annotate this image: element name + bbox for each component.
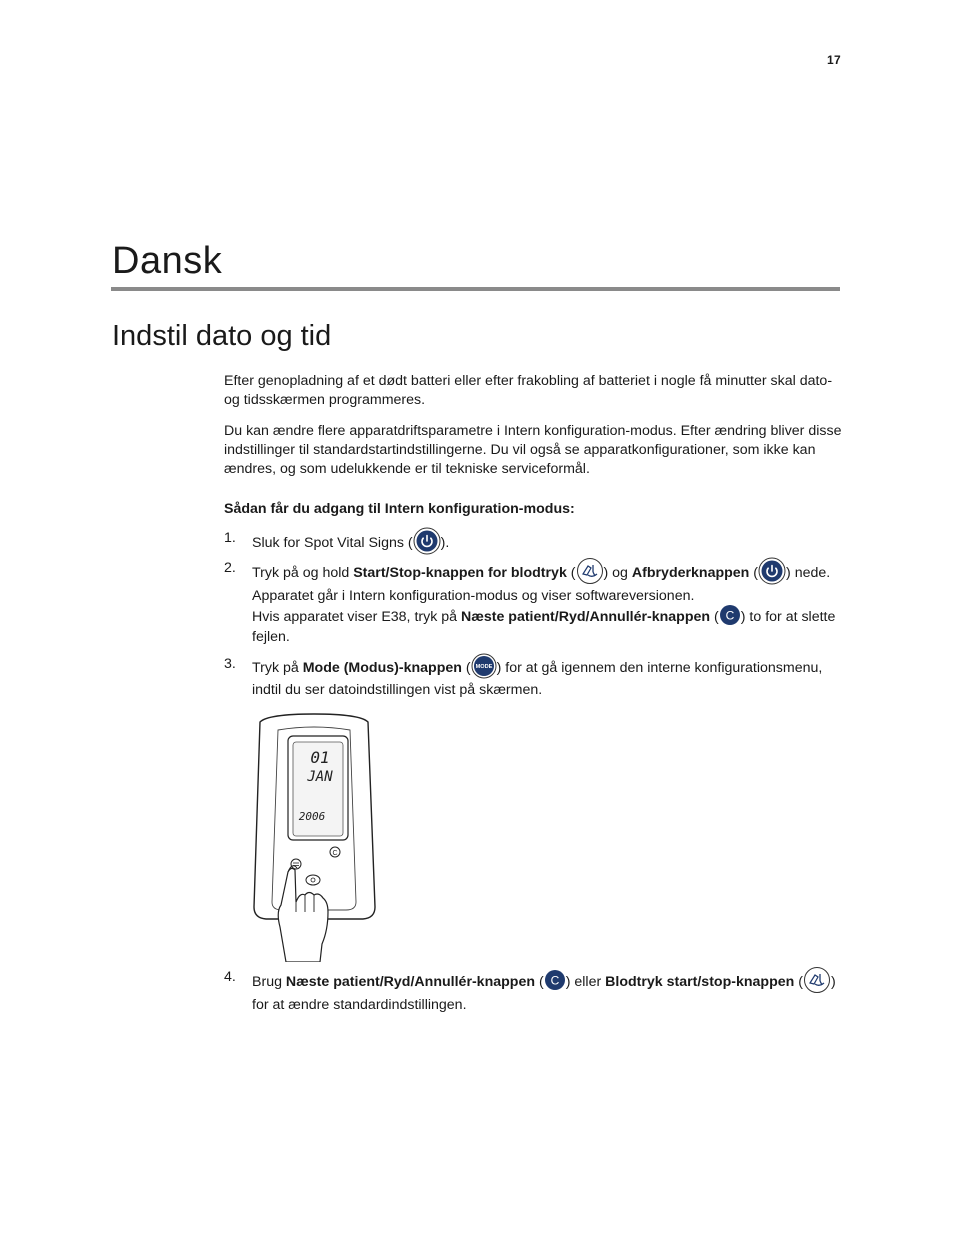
c-letter-icon <box>544 969 566 991</box>
step-number: 2. <box>224 560 236 576</box>
step-number: 4. <box>224 969 236 985</box>
c-letter-icon <box>719 604 741 626</box>
svg-text:C: C <box>550 973 560 988</box>
display-month: JAN <box>307 769 333 785</box>
svg-text:MODE: MODE <box>475 664 492 671</box>
chapter-title: Dansk <box>112 240 223 282</box>
blood-pressure-cuff-icon <box>576 557 604 585</box>
step-4: 4. Brug Næste patient/Ryd/Annullér-knappen ( C ) eller Blodtryk start/stop-knappen ( ) for at ændre standardindstillingen. <box>224 968 842 1015</box>
step-number: 3. <box>224 656 236 672</box>
blood-pressure-cuff-icon <box>803 966 831 994</box>
intro-paragraph-2: Du kan ændre flere apparatdriftsparametre i Intern konfiguration-modus. Efter ændring bliver disse indstillinger til standardstartindstillingerne. Du vil også se apparatkonfigurationer, som ikke kan ændres, og som udelukkende er til tekniske serviceformål. <box>224 423 842 477</box>
display-year: 2006 <box>298 810 326 823</box>
intro-paragraph-1: Efter genopladning af et dødt batteri eller efter frakobling af batteriet i nogle få minutter skal dato- og tidsskærmen programmeres. <box>224 373 833 408</box>
step-number: 1. <box>224 530 236 546</box>
svg-text:C: C <box>332 850 338 857</box>
chapter-rule <box>111 287 840 291</box>
step-1: 1. Sluk for Spot Vital Signs ( ). <box>224 529 842 557</box>
power-icon <box>413 527 441 555</box>
power-icon <box>758 557 786 585</box>
procedure-heading: Sådan får du adgang til Intern konfiguration-modus: <box>224 501 575 517</box>
svg-text:C: C <box>725 608 735 623</box>
mode-icon <box>471 653 497 679</box>
display-day: 01 <box>310 748 330 767</box>
step-2-note: Hvis apparatet viser E38, tryk på Næste patient/Ryd/Annullér-knappen ( C ) to for at slette fejlen. <box>224 606 842 647</box>
device-illustration <box>248 712 388 962</box>
page-number: 17 <box>827 53 841 67</box>
section-title: Indstil dato og tid <box>112 320 332 352</box>
step-2: 2. Tryk på og hold Start/Stop-knappen for blodtryk ( ) og Afbryderknappen ( ) nede. Apparatet går i Intern konfiguration-modus og viser softwareversionen. <box>224 559 842 606</box>
step-3: 3. Tryk på Mode (Modus)-knappen ( MODE ) for at gå igennem den interne konfigurationsmenu, indtil du ser datoindstillingen vist på skærmen. <box>224 655 842 700</box>
